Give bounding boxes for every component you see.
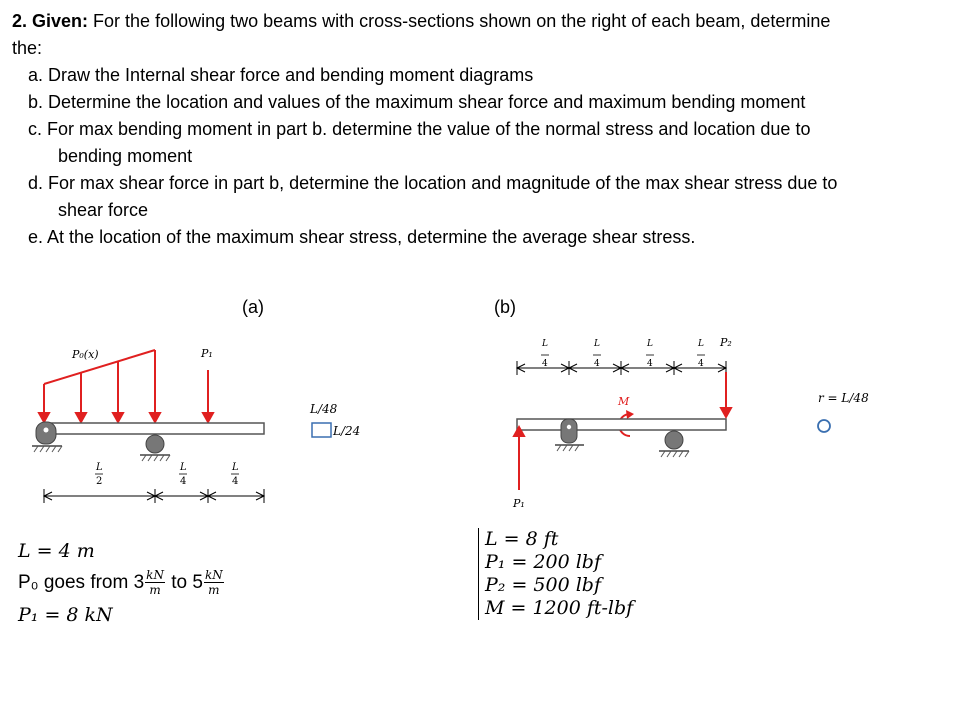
given-a-p0-pre: P₀ goes from 3 xyxy=(18,572,145,593)
dim-a2-den: 4 xyxy=(180,476,187,487)
dim-b4-den: 4 xyxy=(698,359,704,369)
item-e-text: At the location of the maximum shear stress, determine the average shear stress. xyxy=(47,227,696,247)
dim-a3-num: L xyxy=(232,462,239,473)
dim-b1-den: 4 xyxy=(542,359,548,369)
roller-support-a xyxy=(140,435,170,461)
item-c-marker: c. xyxy=(28,119,43,139)
item-c-cont: bending moment xyxy=(58,146,193,166)
question-intro xyxy=(12,8,962,62)
figure-b-label: (b) xyxy=(494,297,516,317)
unit2-num: kN xyxy=(204,568,223,583)
figure-a-label: (a) xyxy=(242,297,264,317)
section-a-height-label: L/48 xyxy=(310,402,338,416)
point-load-p1-b-arrow xyxy=(514,427,524,490)
distributed-load-arrows xyxy=(39,350,160,422)
item-a-text: Draw the Internal shear force and bending moment diagrams xyxy=(48,65,534,85)
point-load-p1-label: P₁ xyxy=(201,347,213,360)
given-a-length: L = 4 m xyxy=(18,540,95,562)
moment-label: M xyxy=(618,395,630,408)
given-b-p1: P₁ = 200 lbf xyxy=(485,551,601,573)
item-e-marker: e. xyxy=(28,227,44,247)
given-a-p1: P₁ = 8 kN xyxy=(18,604,113,626)
dimension-line-a xyxy=(44,489,264,503)
unit2-den: m xyxy=(208,583,220,598)
item-d-marker: d. xyxy=(28,173,44,193)
question-intro-line1: For the following two beams with cross-sections shown on the right of each beam, determine xyxy=(93,11,831,31)
distributed-load-line xyxy=(44,350,155,384)
figure-b-diagram xyxy=(480,320,900,520)
dim-b2-num: L xyxy=(594,339,600,349)
dim-b3-num: L xyxy=(647,339,653,349)
item-c xyxy=(12,116,962,170)
unit1-den: m xyxy=(149,583,161,598)
item-d xyxy=(12,170,962,224)
dim-b2-den: 4 xyxy=(594,359,600,369)
item-c-text: For max bending moment in part b. determine the value of the normal stress and location due to xyxy=(47,119,811,139)
section-a-width-label: L/24 xyxy=(333,424,361,438)
given-b-moment: M = 1200 ft-lbf xyxy=(485,597,634,619)
given-a xyxy=(18,535,225,631)
point-load-p1-arrow xyxy=(203,370,213,422)
given-a-p0-mid: to 5 xyxy=(171,572,203,593)
given-a-p0-unit1 xyxy=(145,568,165,597)
question-intro-line2: the: xyxy=(12,38,43,58)
item-a xyxy=(12,62,962,89)
item-b-text: Determine the location and values of the maximum shear force and maximum bending moment xyxy=(48,92,806,112)
given-b-p2: P₂ = 500 lbf xyxy=(485,574,601,596)
dim-b1-num: L xyxy=(542,339,548,349)
dim-b3-den: 4 xyxy=(647,359,653,369)
question-number: 2. Given: xyxy=(12,11,89,31)
section-b-radius-label: r = L/48 xyxy=(818,391,869,405)
dim-a3-den: 4 xyxy=(232,476,239,487)
item-d-cont: shear force xyxy=(58,200,149,220)
dim-a1-num: L xyxy=(96,462,103,473)
cross-section-a xyxy=(312,423,331,437)
figure-a-diagram xyxy=(0,280,480,520)
item-e xyxy=(12,224,962,251)
item-b xyxy=(12,89,962,116)
dim-a1-den: 2 xyxy=(96,476,103,487)
point-load-p2-label: P₂ xyxy=(720,336,732,349)
beam-a xyxy=(44,423,264,434)
roller-support-b xyxy=(659,431,689,457)
point-load-p2-arrow xyxy=(721,372,731,417)
point-load-p1-b-label: P₁ xyxy=(513,497,525,510)
dim-a2-num: L xyxy=(180,462,187,473)
item-b-marker: b. xyxy=(28,92,44,112)
cross-section-b xyxy=(818,420,830,432)
dimension-line-b xyxy=(517,361,726,375)
given-b xyxy=(478,528,633,620)
given-a-p0 xyxy=(18,567,225,599)
item-d-text: For max shear force in part b, determine the location and magnitude of the max shear stress due to xyxy=(48,173,838,193)
beam-b xyxy=(517,419,726,430)
unit1-num: kN xyxy=(146,568,164,583)
given-b-length: L = 8 ft xyxy=(485,528,559,550)
question-block xyxy=(12,8,962,251)
dim-b4-num: L xyxy=(698,339,704,349)
given-a-p0-unit2 xyxy=(204,568,224,597)
distributed-load-label: P₀(x) xyxy=(72,348,99,361)
item-a-marker: a. xyxy=(28,65,44,85)
